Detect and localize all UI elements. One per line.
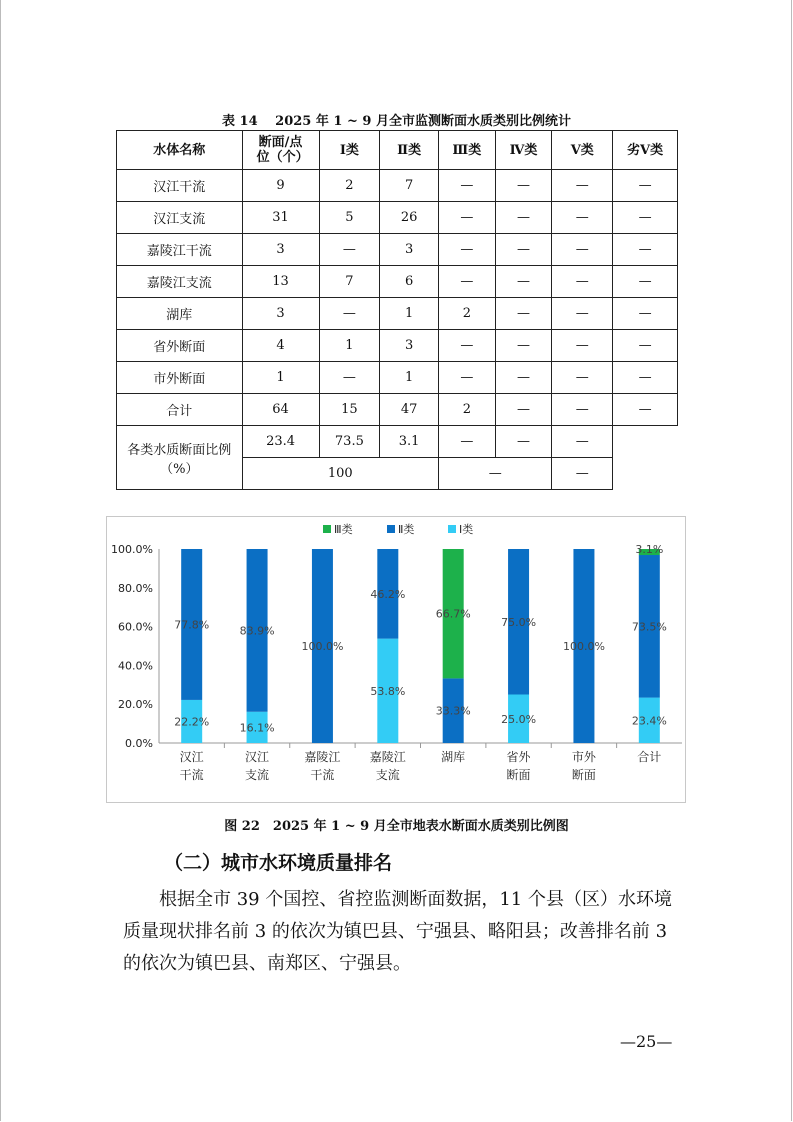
ratio-sum-cell: — [438, 458, 551, 490]
table-cell: — [613, 298, 678, 330]
table-cell: — [495, 362, 552, 394]
legend-label: Ⅱ类 [398, 523, 415, 536]
table-cell: 7 [380, 170, 439, 202]
data-label: 83.9% [239, 624, 275, 638]
table-cell: — [438, 362, 495, 394]
data-label: 75.0% [501, 615, 537, 629]
y-tick-label: 80.0% [118, 581, 153, 595]
table-cell: 4 [242, 330, 319, 362]
table-cell: — [613, 202, 678, 234]
data-label: 16.1% [239, 721, 275, 735]
x-tick-label: 断面 [571, 768, 596, 782]
y-tick-label: 20.0% [118, 698, 153, 712]
header-cell: Ⅲ类 [438, 131, 495, 170]
table-cell: 3 [380, 234, 439, 266]
table-cell: — [613, 330, 678, 362]
table-cell: — [495, 202, 552, 234]
table-cell: — [438, 202, 495, 234]
y-tick-label: 0.0% [125, 737, 153, 750]
data-label: 66.7% [435, 607, 471, 621]
table-cell: 湖库 [117, 298, 243, 330]
data-label: 77.8% [174, 618, 210, 632]
table-cell: — [613, 362, 678, 394]
table-cell: — [552, 298, 613, 330]
header-cell: 水体名称 [117, 131, 243, 170]
table-cell: 7 [319, 266, 380, 298]
table-cell: — [495, 394, 552, 426]
table-cell: 2 [438, 298, 495, 330]
table-cell: 省外断面 [117, 330, 243, 362]
table-cell: 汉江支流 [117, 202, 243, 234]
table-cell: — [319, 362, 380, 394]
data-label: 46.2% [370, 587, 406, 601]
table-cell: 2 [438, 394, 495, 426]
table-cell: 合计 [117, 394, 243, 426]
table-cell: — [438, 234, 495, 266]
x-tick-label: 干流 [179, 768, 204, 782]
y-tick-label: 60.0% [118, 620, 153, 634]
data-label: 23.4% [631, 714, 667, 728]
ratio-cell: — [438, 426, 495, 458]
table-cell: 市外断面 [117, 362, 243, 394]
table-cell: 64 [242, 394, 319, 426]
table-cell: 9 [242, 170, 319, 202]
header-cell: 劣Ⅴ类 [613, 131, 678, 170]
header-cell: 断面/点位（个） [242, 131, 319, 170]
table-caption: 表 14 2025 年 1 ~ 9 月全市监测断面水质类别比例统计 [222, 114, 571, 129]
table-cell: 6 [380, 266, 439, 298]
table-cell: — [495, 298, 552, 330]
table-cell: — [319, 234, 380, 266]
table-cell: — [613, 266, 678, 298]
ratio-row [117, 426, 678, 458]
table-row [117, 330, 678, 362]
table-cell: 26 [380, 202, 439, 234]
table-row [117, 298, 678, 330]
table-cell: 1 [380, 298, 439, 330]
table-cell: — [552, 362, 613, 394]
table-cell: 31 [242, 202, 319, 234]
ratio-cell: 3.1 [380, 426, 439, 458]
section-heading: （二）城市水环境质量排名 [164, 852, 393, 874]
legend-swatch [323, 525, 331, 533]
table-cell: — [613, 394, 678, 426]
table-cell: 3 [242, 234, 319, 266]
table-cell: 3 [380, 330, 439, 362]
table-cell: — [438, 330, 495, 362]
table-row [117, 362, 678, 394]
x-tick-label: 省外 [506, 750, 531, 764]
ratio-cell: — [552, 426, 613, 458]
table-cell: 47 [380, 394, 439, 426]
x-tick-label: 支流 [245, 768, 270, 782]
ratio-label-cell: 各类水质断面比例（%） [117, 426, 243, 490]
table-cell: — [552, 170, 613, 202]
header-cell: Ⅳ类 [495, 131, 552, 170]
table-cell: — [552, 394, 613, 426]
body-paragraph: 根据全市 39 个国控、省控监测断面数据，11 个县（区）水环境质量现状排名前 3 的依次为镇巴县、宁强县、略阳县；改善排名前 3 的依次为镇巴县、南郑区、宁强县。 [123, 889, 672, 974]
legend-label: Ⅲ类 [334, 523, 353, 536]
y-tick-label: 100.0% [111, 543, 153, 556]
legend-swatch [387, 525, 395, 533]
x-tick-label: 汉江 [245, 750, 270, 764]
x-tick-label: 断面 [506, 768, 531, 782]
data-label: 73.5% [631, 620, 667, 634]
table-cell: — [552, 202, 613, 234]
x-tick-label: 合计 [637, 750, 662, 764]
header-cell: Ⅰ类 [319, 131, 380, 170]
table-row [117, 266, 678, 298]
table-cell: — [438, 170, 495, 202]
table-cell: — [495, 170, 552, 202]
x-tick-label: 湖库 [441, 750, 466, 764]
y-tick-label: 40.0% [118, 659, 153, 673]
ratio-cell: 73.5 [319, 426, 380, 458]
table-body [117, 170, 678, 490]
x-tick-label: 嘉陵江 [369, 750, 406, 764]
data-label: 3.1% [635, 543, 664, 556]
header-cell: Ⅱ类 [380, 131, 439, 170]
ratio-sum-cell: 100 [242, 458, 438, 490]
water-quality-table [116, 130, 678, 490]
legend-label: Ⅰ类 [459, 523, 474, 536]
data-label: 53.8% [370, 684, 406, 698]
legend-swatch [448, 525, 456, 533]
header-cell: Ⅴ类 [552, 131, 613, 170]
data-label: 25.0% [501, 712, 537, 726]
table-row [117, 202, 678, 234]
data-label: 100.0% [301, 640, 344, 653]
x-tick-label: 支流 [375, 768, 400, 782]
x-tick-label: 市外 [571, 750, 596, 764]
x-tick-label: 干流 [310, 768, 335, 782]
x-tick-label: 嘉陵江 [304, 750, 341, 764]
ratio-cell: — [495, 426, 552, 458]
ratio-cell: 23.4 [242, 426, 319, 458]
table-cell: 1 [242, 362, 319, 394]
table-cell: — [613, 170, 678, 202]
chart-frame [106, 516, 686, 803]
x-tick-label: 汉江 [179, 750, 204, 764]
table-cell: — [438, 266, 495, 298]
table-cell: 15 [319, 394, 380, 426]
table-row [117, 394, 678, 426]
table-row [117, 170, 678, 202]
table-cell: 1 [380, 362, 439, 394]
table-cell: 1 [319, 330, 380, 362]
table-cell: — [495, 234, 552, 266]
table-cell: 3 [242, 298, 319, 330]
table-cell: 2 [319, 170, 380, 202]
data-label: 22.2% [174, 715, 210, 729]
table-cell: — [495, 330, 552, 362]
table-cell: — [552, 330, 613, 362]
table-cell: 5 [319, 202, 380, 234]
stacked-bar-chart [107, 517, 685, 802]
data-label: 100.0% [562, 640, 605, 653]
table-cell: 嘉陵江支流 [117, 266, 243, 298]
table-cell: — [552, 234, 613, 266]
figure-caption: 图 22 2025 年 1 ~ 9 月全市地表水断面水质类别比例图 [224, 819, 569, 834]
table-cell: 嘉陵江干流 [117, 234, 243, 266]
data-label: 33.3% [435, 704, 471, 718]
table-header-row [117, 131, 678, 170]
ratio-sum-cell: — [552, 458, 613, 490]
table-cell: — [552, 266, 613, 298]
table-cell: 13 [242, 266, 319, 298]
table-cell: 汉江干流 [117, 170, 243, 202]
table-cell: — [613, 234, 678, 266]
page-number: —25— [620, 1032, 673, 1051]
table-cell: — [495, 266, 552, 298]
table-cell: — [319, 298, 380, 330]
table-row [117, 234, 678, 266]
